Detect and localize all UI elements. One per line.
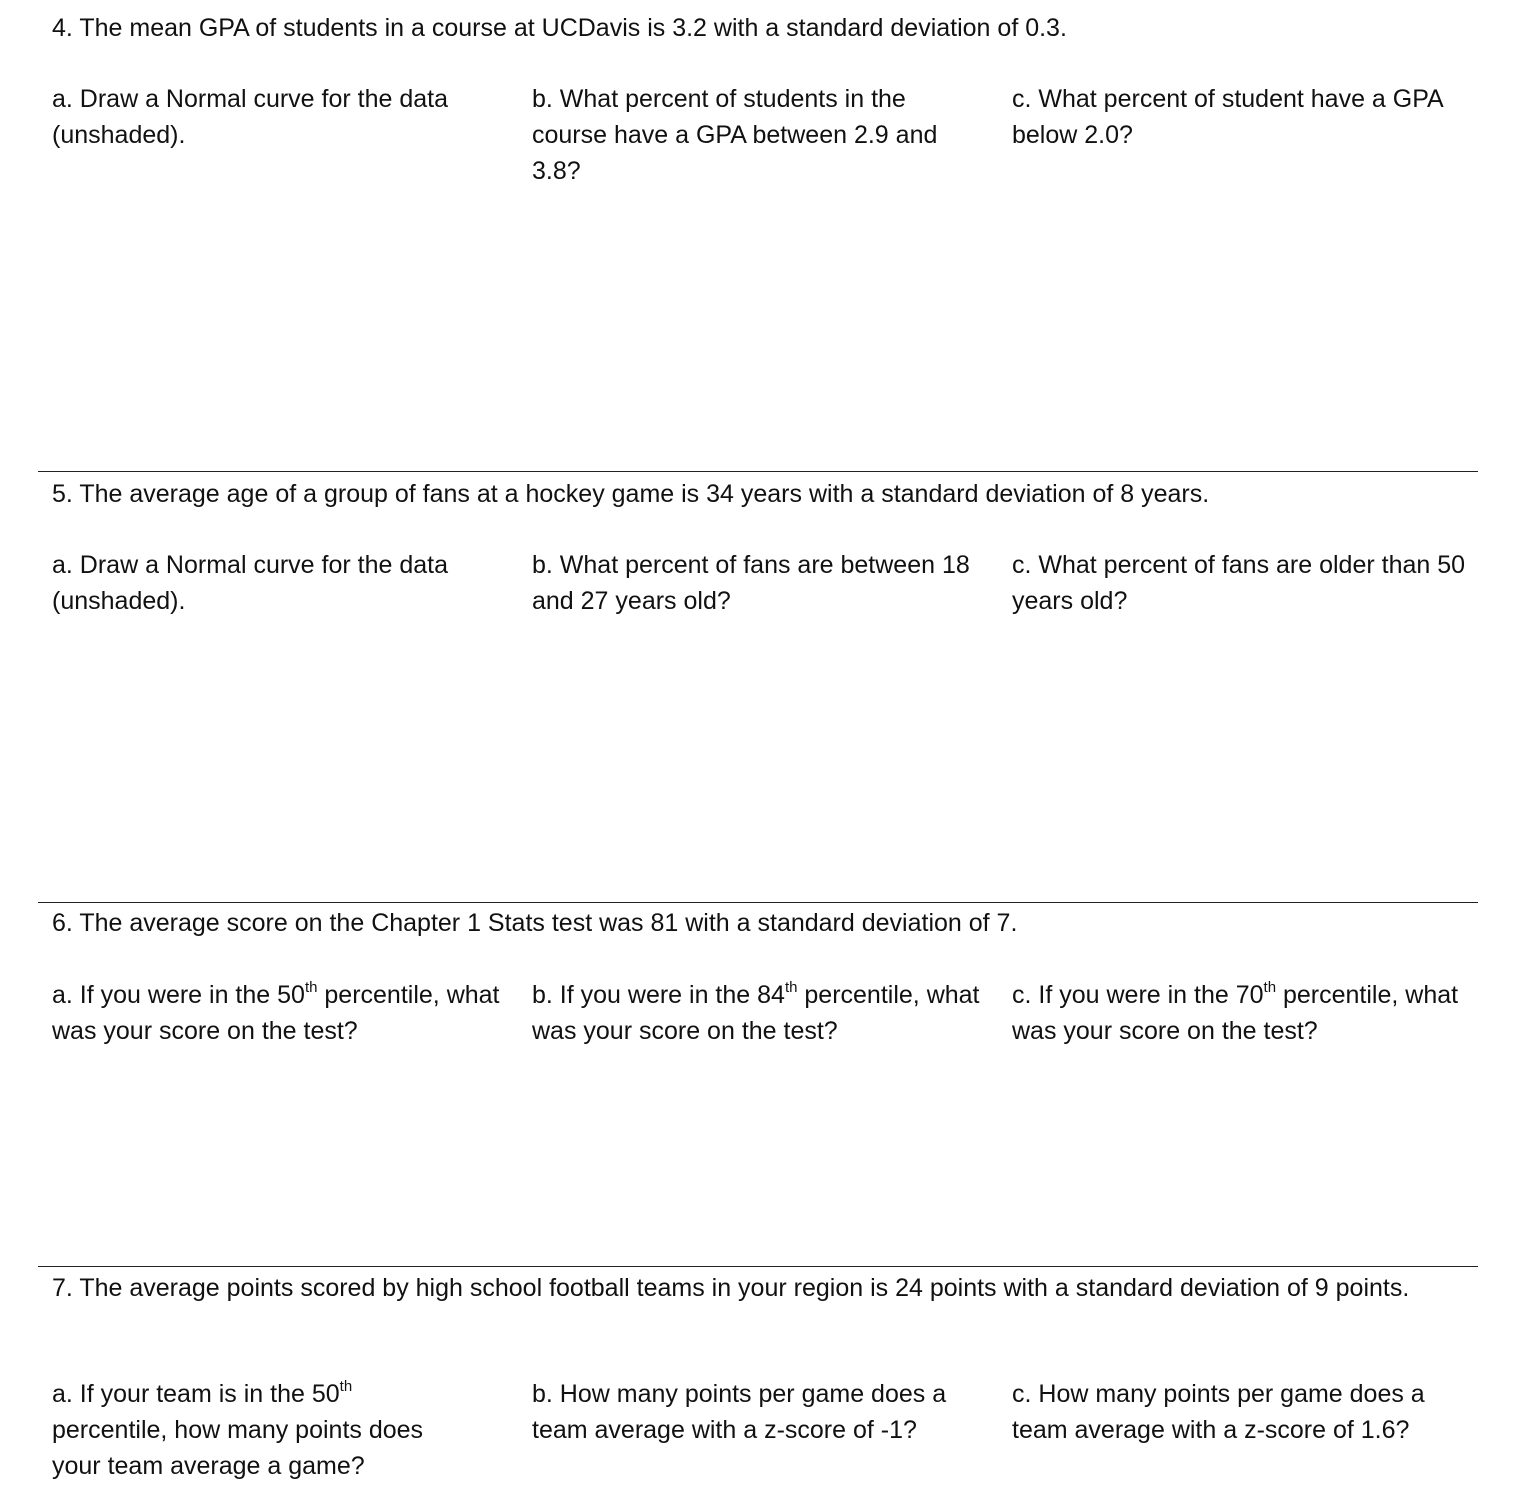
problem-7-part-a [52,1376,472,1484]
problem-5-part-a: a. Draw a Normal curve for the data (unshaded). [52,551,448,615]
problem-4-part-c: c. What percent of student have a GPA below 2.0? [1012,85,1443,149]
problem-5-part-b: b. What percent of fans are between 18 and 27 years old? [532,551,970,615]
part-text: a. If you were in the 50 [52,981,305,1009]
problem-5-prompt: 5. The average age of a group of fans at a hockey game is 34 years with a standard deviation of 8 years. [52,480,1210,508]
part-text: percentile, how many points does your team average a game? [52,1416,424,1480]
problem-7-part-c: c. How many points per game does a team average with a z-score of 1.6? [1012,1380,1425,1444]
part-text: c. If you were in the 70 [1012,981,1264,1009]
problem-4-prompt: 4. The mean GPA of students in a course at UCDavis is 3.2 with a standard deviation of 0.3. [52,14,1067,42]
part-text: a. If your team is in the 50 [52,1380,340,1408]
ordinal-suffix: th [784,979,798,996]
problem-5-part-c: c. What percent of fans are older than 50 years old? [1012,551,1466,615]
problem-7-prompt: 7. The average points scored by high school football teams in your region is 24 points with a standard deviation of 9 points. [52,1274,1410,1302]
problem-7-part-b: b. How many points per game does a team average with a z-score of -1? [532,1380,947,1444]
problem-6-part-c [1012,977,1472,1049]
section-divider [38,471,1478,472]
part-text: b. If you were in the 84 [532,981,785,1009]
problem-4-part-a: a. Draw a Normal curve for the data (unshaded). [52,85,448,149]
section-divider [38,902,1478,903]
ordinal-suffix: th [1263,979,1277,996]
problem-6-part-b [532,977,982,1049]
part-text: percentile, what was your score on the test? [52,981,500,1045]
problem-6-part-a [52,977,502,1049]
problem-4-part-b: b. What percent of students in the course have a GPA between 2.9 and 3.8? [532,85,938,185]
part-text: percentile, what was your score on the test? [532,981,980,1045]
problem-6-prompt: 6. The average score on the Chapter 1 Stats test was 81 with a standard deviation of 7. [52,909,1018,937]
part-text: percentile, what was your score on the test? [1012,981,1459,1045]
ordinal-suffix: th [339,1378,353,1395]
ordinal-suffix: th [304,979,318,996]
section-divider [38,1266,1478,1267]
